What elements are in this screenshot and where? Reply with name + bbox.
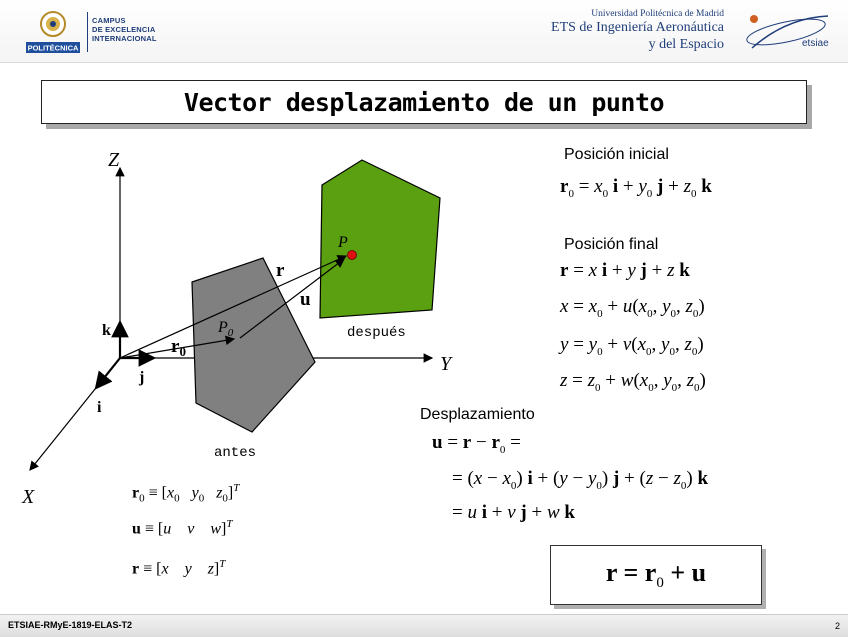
point-p-label: P bbox=[338, 234, 348, 251]
after-label: después bbox=[347, 325, 406, 341]
displacement-diagram bbox=[0, 130, 460, 520]
result-box bbox=[550, 545, 762, 605]
displacement-equation-3: = u i + v j + w k bbox=[452, 502, 575, 523]
unit-j-label: j bbox=[139, 369, 145, 386]
upm-logo-label: POLITÉCNICA bbox=[27, 43, 79, 53]
page-number: 2 bbox=[834, 621, 840, 631]
unit-k-label: k bbox=[102, 322, 111, 339]
axis-x-label: X bbox=[22, 486, 35, 508]
point-p-marker bbox=[348, 251, 357, 260]
before-label: antes bbox=[214, 445, 257, 461]
final-position-equation: r = x i + y j + z k bbox=[560, 260, 690, 281]
etsiae-logo bbox=[740, 8, 832, 56]
result-equation: $r = r_0 + u$ bbox=[605, 557, 707, 592]
displacement-equation-1: $u = r - r_0$ = bbox=[432, 432, 521, 456]
final-x-equation: $x = x_0 + u(x_0$, $y_0$, $z_0$) bbox=[560, 296, 705, 320]
displacement-equation-2: = $(x - x_0)$ $i + (y - y_0)$ $j + (z - z_0)$ k bbox=[452, 468, 709, 492]
vector-u-label: u bbox=[300, 289, 311, 310]
campus-line-3: INTERNACIONAL bbox=[92, 34, 157, 43]
etsiae-logo-label: etsiae bbox=[802, 38, 829, 49]
header-divider bbox=[87, 12, 88, 52]
footer-bar bbox=[0, 614, 848, 637]
unit-i-label: i bbox=[97, 399, 102, 416]
footer-code: ETSIAE-RMyE-1819-ELAS-T2 bbox=[8, 620, 133, 630]
university-name: Universidad Politécnica de Madrid bbox=[591, 9, 724, 19]
page-title: Vector desplazamiento de un punto bbox=[183, 87, 665, 117]
point-p0-label: $P_0$ bbox=[218, 319, 234, 339]
vector-r0-label: $r_0$ bbox=[171, 336, 186, 359]
final-y-equation: $y = y_0 + v(x_0$, $y_0$, $z_0$) bbox=[560, 334, 704, 358]
body-before-shape bbox=[192, 258, 315, 432]
axis-z-label: Z bbox=[108, 149, 120, 171]
final-position-heading: Posición final bbox=[564, 236, 659, 253]
initial-position-heading: Posición inicial bbox=[564, 146, 669, 163]
initial-position-equation: $r_0 = x_0$ $i + y_0$ $j + z_0$ k bbox=[560, 176, 712, 200]
title-box bbox=[41, 80, 807, 124]
upm-logo bbox=[26, 8, 80, 54]
campus-label bbox=[92, 16, 157, 43]
final-z-equation: $z = z_0 + w(x_0$, $y_0$, $z_0$) bbox=[560, 370, 706, 394]
definition-r: r ≡ [x y z]$^T$ bbox=[132, 558, 226, 578]
unit-i-arrow bbox=[96, 358, 120, 388]
definition-u: u ≡ [u v w]$^T$ bbox=[132, 518, 233, 538]
definition-r0: $r_0 \equiv [x_0$ $y_0$ $z_0]^T$ bbox=[132, 482, 240, 505]
campus-line-1: CAMPUS bbox=[92, 16, 126, 25]
vector-r-label: r bbox=[276, 260, 285, 281]
school-name-line2: y del Espacio bbox=[648, 37, 724, 52]
displacement-heading: Desplazamiento bbox=[420, 406, 535, 423]
axis-y-label: Y bbox=[440, 353, 452, 375]
school-name-line1: ETS de Ingeniería Aeronáutica bbox=[551, 20, 724, 35]
campus-line-2: DE EXCELENCIA bbox=[92, 25, 156, 34]
